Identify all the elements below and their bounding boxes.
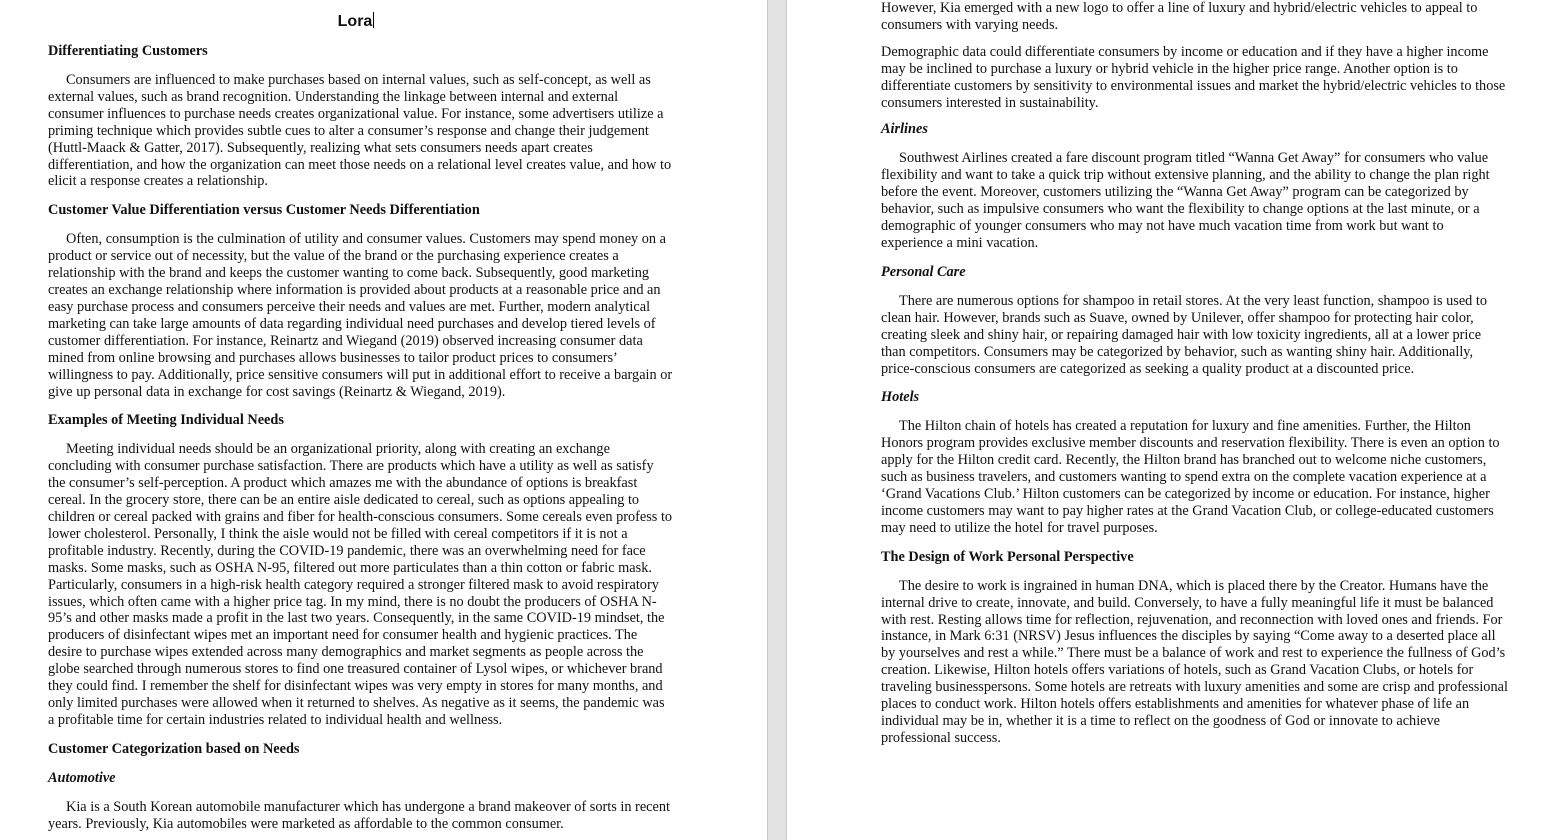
paragraph: Demographic data could differentiate consumers by income or education and if they have a higher income may be inclined to purchase a luxury or hybrid vehicle in the higher price range. Another option is to differentiate customers by sensitivity to environmental issues and market the hybrid/electric vehicles to those consumers interested in sustainability. (881, 43, 1506, 111)
document-page-right[interactable] (787, 0, 1562, 840)
page-content (881, 0, 1509, 759)
text-cursor (373, 12, 374, 28)
page-gutter (767, 0, 787, 840)
subheading-airlines: Airlines (881, 121, 928, 138)
paragraph: However, Kia emerged with a new logo to offer a line of luxury and hybrid/electric vehicles to appeal to consumers with varying needs. (881, 0, 1478, 33)
paragraph: Consumers are influenced to make purchases based on internal values, such as self-concept, as well as external values, such as brand recognition. Understanding the linkage between internal and external consumer influences to purchase needs creates organizational value. For instance, some advertisers utilize a priming technique which provides subtle cues to alter a consumer’s response and change their judgement (Huttl-Maack & Gatter, 2017). Subsequently, realizing what sets consumers needs apart creates differentiation, and how the organization can meet those needs on a relational level creates value, and how to elicit a response creates a relationship. (48, 72, 672, 190)
title-text: Lora (337, 13, 373, 30)
heading-meeting-needs: Examples of Meeting Individual Needs (48, 412, 284, 429)
document-page-left[interactable] (0, 0, 767, 840)
paragraph: The desire to work is ingrained in human DNA, which is placed there by the Creator. Humans have the internal drive to create, innovate, and build. Conversely, to have a fully meaningful life it must be balanced with rest. Resting allows time for reflection, rejuvenation, and reconnection with loved ones and friends. For instance, in Mark 6:31 (NRSV) Jesus influences the disciples by saying “Come away to a deserted place all by yourselves and rest a while.” There must be a balance of work and rest to experience the fullness of God’s creation. Likewise, Hilton hotels offers variations of hotels, such as Grand Vacation Clubs, or hotels for traveling businesspersons. Some hotels are retreats with luxury amenities and some are crisp and professional places to conduct work. Hilton hotels offers establishments and amenities for whatever phase of life an individual may be in, whether it is a time to reflect on the goodness of God or innovate to achieve professional success. (881, 577, 1508, 746)
paragraph: The Hilton chain of hotels has created a reputation for luxury and fine amenities. Further, the Hilton Honors program provides exclusive member discounts and reservation flexibility. There is even an option to apply for the Hilton credit card. Recently, the Hilton brand has branched out to welcome niche customers, such as business travelers, and customers wanting to spend extra on the complete vacation experience at a ‘Grand Vacations Club.’ Hilton customers can be categorized by income or education. For instance, higher income customers may want to pay higher rates at the Grand Vacation Club, or college-educated customers may need to utilize the hotel for travel purposes. (881, 418, 1500, 536)
document-title[interactable] (48, 12, 674, 31)
subheading-personal-care: Personal Care (881, 263, 966, 280)
paragraph: Often, consumption is the culmination of utility and consumer values. Customers may spend money on a product or service out of necessity, but the value of the brand or the purchasing experience creates a relationship with the brand and keeps the customer wanting to come back. Subsequently, good marketing creates an exchange relationship where information is provided about products at a reasonable price and an easy purchase process and consumers perceive their needs and values are met. Further, modern analytical marketing can take large amounts of data regarding individual need purchases and develop tiered levels of customer differentiation. For instance, Reinartz and Wiegand (2019) observed increasing consumer data mined from online browsing and purchases allows businesses to tailor product prices to consumers’ willingness to pay. Additionally, price sensitive consumers will put in additional effort to receive a bargain or give up personal data in exchange for cost savings (Reinartz & Wiegand, 2019). (48, 231, 673, 400)
subheading-hotels: Hotels (881, 389, 920, 406)
heading-design-of-work: The Design of Work Personal Perspective (881, 548, 1134, 565)
paragraph: Southwest Airlines created a fare discount program titled “Wanna Get Away” for consumers who value flexibility and want to take a quick trip without extensive planning, and the ability to change the plan right before the event. Moreover, customers utilizing the “Wanna Get Away” program can be categorized by behavior, such as impulsive consumers who want the flexibility to change options at the last minute, or a demographic of younger consumers who may not have much vacation time from work but want to experience a mini vacation. (881, 150, 1490, 251)
page-content (48, 6, 674, 840)
heading-value-vs-needs: Customer Value Differentiation versus Customer Needs Differentiation (48, 202, 480, 219)
paragraph: There are numerous options for shampoo in retail stores. At the very least function, shampoo is used to clean hair. However, brands such as Suave, owned by Unilever, offer shampoo for protecting hair color, creating sleek and shiny hair, or repairing damaged hair with low toxicity ingredients, all at a lower price than competitors. Consumers may be categorized by behavior, such as wanting shiny hair. Additionally, price-conscious consumers are categorized as seeking a quality product at a discounted price. (881, 292, 1488, 377)
paragraph: Kia is a South Korean automobile manufacturer which has undergone a brand makeover of sorts in recent years. Previously, Kia automobiles were marketed as affordable to the common consumer. (48, 798, 670, 832)
subheading-automotive: Automotive (48, 769, 116, 786)
paragraph: Meeting individual needs should be an organizational priority, along with creating an exchange concluding with consumer purchase satisfaction. There are products which have a utility as well as satisfy the consumer’s self-perception. A product which amazes me with the abundance of options is breakfast cereal. In the grocery store, there can be an entire aisle dedicated to cereal, such as options appealing to children or cereal packed with grains and fiber for health-conscious consumers. Some cereals even profess to lower cholesterol. Personally, I think the aisle would not be filled with cereal competitors if it is not a profitable industry. Recently, during the COVID-19 pandemic, there was an overwhelming need for face masks. Some masks, such as OSHA N-95, filtered out more particulates than a thin cotton or fabric mask. Particularly, consumers in a high-risk health category required a stronger filtered mask to avoid respiratory issues, which often came with a higher price tag. In my mind, there is no doubt the producers of OSHA N-95’s and other masks made a profit in the last two years. Consequently, in the same COVID-19 mindset, the producers of disinfectant wipes met an important need for consumer health and hygienic practices. The desire to purchase wipes extended across many demographics and market segments as people across the globe searched through numerous stores to find one treasured container of Lysol wipes, or whichever brand they could find. I remember the shelf for disinfectant wipes was very empty in stores for many months, and only limited purchases were allowed when it returned to shelves. As negative as it seems, the pandemic was a profitable time for certain industries related to individual health and wellness. (48, 441, 673, 728)
heading-differentiating-customers: Differentiating Customers (48, 43, 208, 59)
heading-categorization: Customer Categorization based on Needs (48, 740, 300, 757)
